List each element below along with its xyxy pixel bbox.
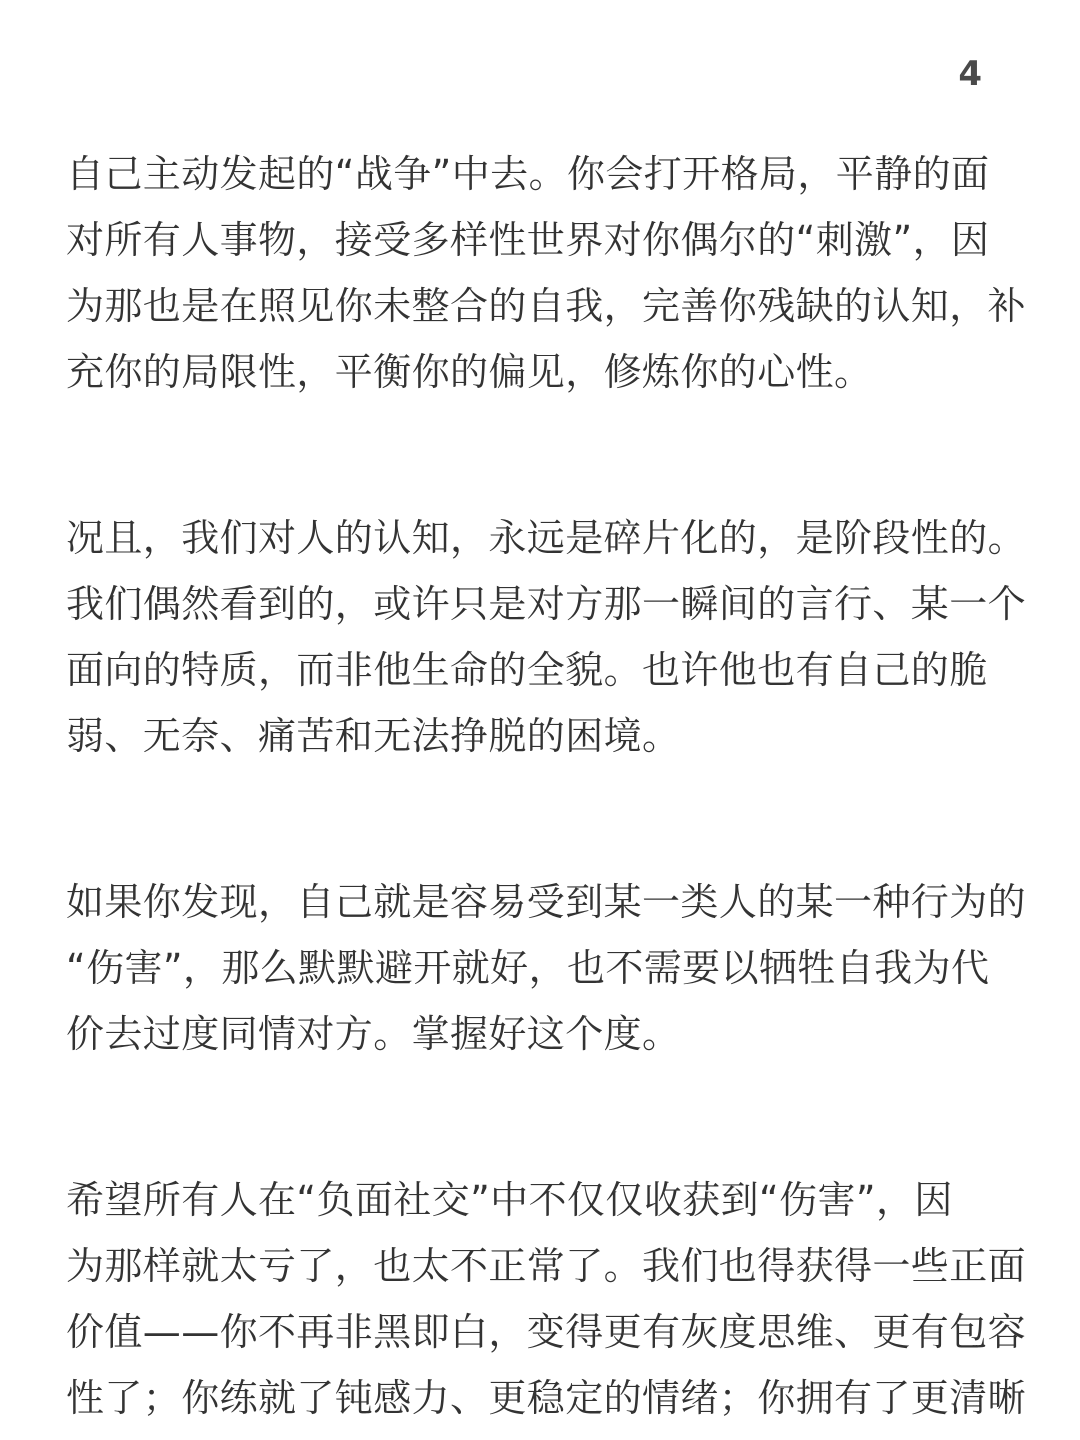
- text-line: 我们偶然看到的，或许只是对方那一瞬间的言行、某一个: [66, 582, 1027, 626]
- text-line: 面向的特质，而非他生命的全貌。也许他也有自己的脆: [66, 648, 988, 692]
- page-number: 4: [958, 54, 982, 94]
- paragraph-1: [66, 141, 1027, 405]
- text-line: 价值——你不再非黑即白，变得更有灰度思维、更有包容: [66, 1310, 1027, 1354]
- paragraph-2: [66, 505, 1027, 769]
- text-line: 况且，我们对人的认知，永远是碎片化的，是阶段性的。: [66, 516, 1027, 560]
- text-line: 自己主动发起的“战争”中去。你会打开格局，平静的面: [66, 152, 990, 196]
- text-line: 希望所有人在“负面社交”中不仅仅收获到“伤害”，因: [66, 1178, 953, 1222]
- article-body: [66, 141, 1027, 1431]
- text-line: 为那样就太亏了，也太不正常了。我们也得获得一些正面: [66, 1244, 1027, 1288]
- text-line: 对所有人事物，接受多样性世界对你偶尔的“刺激”，因: [66, 218, 990, 262]
- text-line: 弱、无奈、痛苦和无法挣脱的困境。: [66, 714, 681, 758]
- text-line: 为那也是在照见你未整合的自我，完善你残缺的认知，补: [66, 284, 1027, 328]
- paragraph-3: [66, 869, 1027, 1067]
- text-line: 充你的局限性，平衡你的偏见，修炼你的心性。: [66, 350, 873, 394]
- text-line: 价去过度同情对方。掌握好这个度。: [66, 1012, 681, 1056]
- text-line: 性了；你练就了钝感力、更稳定的情绪；你拥有了更清晰: [66, 1376, 1027, 1420]
- text-line: “伤害”，那么默默避开就好，也不需要以牺牲自我为代: [66, 946, 990, 990]
- paragraph-4: [66, 1167, 1027, 1431]
- text-line: 如果你发现，自己就是容易受到某一类人的某一种行为的: [66, 880, 1027, 924]
